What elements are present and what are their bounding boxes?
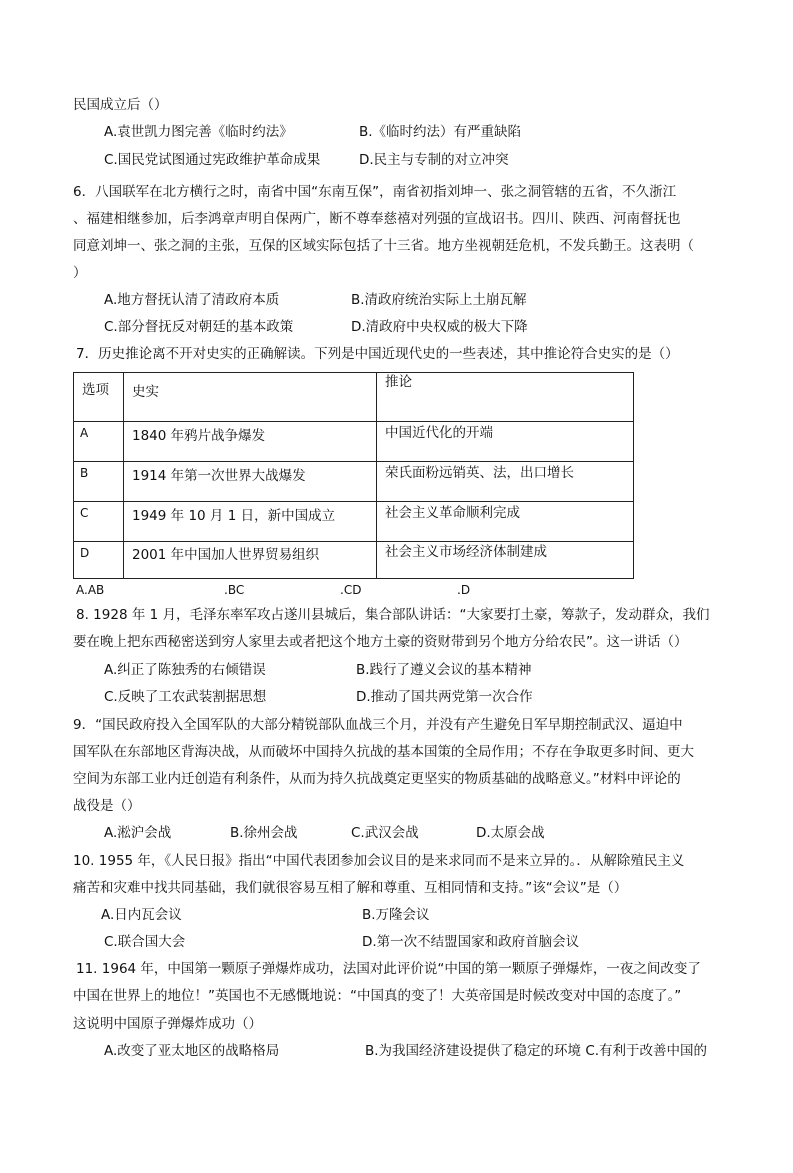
q8-option-c: C.反映了工农武装割据思想 bbox=[104, 689, 267, 705]
q7-option-b: .BC bbox=[224, 583, 245, 597]
table-header-cell bbox=[377, 373, 634, 422]
row-inference: 社会主义革命顺利完成 bbox=[385, 505, 520, 521]
option-d: D.民主与专制的对立冲突 bbox=[359, 152, 509, 168]
table-row bbox=[74, 462, 634, 502]
row-fact: 1949 年 10 月 1 日，新中国成立 bbox=[132, 508, 336, 524]
table-header-cell bbox=[124, 373, 377, 422]
q6-option-c: C.部分督抚反对朝廷的基本政策 bbox=[104, 319, 294, 335]
q8-stem-line-1: 8. 1928 年 1 月，毛泽东率军攻占遂川县城后，集合部队讲话：“大家要打土豪，筹款子，发动群众，我们 bbox=[76, 607, 710, 623]
q10-option-c: C.联合国大会 bbox=[104, 934, 186, 950]
q7-option-c: .CD bbox=[340, 583, 362, 597]
q9-option-b: B.徐州会战 bbox=[230, 825, 298, 841]
header-fact: 史实 bbox=[132, 384, 159, 400]
option-a: A.袁世凯力图完善《临时约法》 bbox=[104, 124, 293, 140]
table-cell bbox=[377, 502, 634, 542]
q10-option-a: A.日内瓦会议 bbox=[101, 907, 182, 923]
q11-stem-line-2: 中国在世界上的地位！”英国也不无感慨地说：“中国真的变了！大英帝国是时候改变对中国的态度了。” bbox=[73, 988, 682, 1004]
table-cell bbox=[74, 502, 124, 542]
q10-stem-line-1: 10. 1955 年，《人民日报》指出“中国代表团参加会议目的是来求同而不是来立异的。．从解除殖民主义 bbox=[73, 853, 685, 869]
row-fact: 1840 年鸦片战争爆发 bbox=[132, 428, 266, 444]
table-cell bbox=[377, 462, 634, 502]
table-cell bbox=[124, 462, 377, 502]
table-header-row bbox=[74, 373, 634, 422]
table-cell bbox=[377, 422, 634, 462]
q8-stem-line-2: 要在晚上把东西秘密送到穷人家里去或者把这个地方土豪的资财带到另个地方分给农民”。这一讲话（） bbox=[73, 634, 688, 650]
option-b: B.《临时约法）有严重缺陷 bbox=[359, 124, 522, 140]
q6-option-d: D.清政府中央权威的极大下降 bbox=[351, 319, 528, 335]
row-fact: 2001 年中国加人世界贸易组织 bbox=[132, 547, 320, 563]
q10-stem-line-2: 痛苦和灾难中找共同基础，我们就很容易互相了解和尊重、互相同情和支持。”该“会议”是（） bbox=[73, 880, 628, 896]
q11-stem-line-3: 这说明中国原子弹爆炸成功（） bbox=[73, 1016, 262, 1032]
row-fact: 1914 年第一次世界大战爆发 bbox=[132, 468, 306, 484]
q7-stem: 7．历史推论离不开对史实的正确解读。下列是中国近现代史的一些表述，其中推论符合史实的是（） bbox=[76, 346, 679, 362]
table-cell bbox=[124, 422, 377, 462]
q7-table bbox=[73, 372, 634, 579]
q10-option-d: D.第一次不结盟国家和政府首脑会议 bbox=[362, 934, 580, 950]
q6-stem-line-1: 6．八国联军在北方横行之时，南省中国“东南互保”，南省初指刘坤一、张之洞管辖的五省，不久浙江 bbox=[73, 184, 677, 200]
table-cell bbox=[74, 462, 124, 502]
q9-option-d: D.太原会战 bbox=[476, 825, 545, 841]
q11-option-b: B.为我国经济建设提供了稳定的环境 C.有利于改善中国的 bbox=[365, 1043, 708, 1059]
q11-stem-line-1: 11. 1964 年，中国第一颗原子弹爆炸成功，法国对此评价说“中国的第一颗原子弹爆炸，一夜之间改变了 bbox=[76, 961, 701, 977]
q6-option-b: B.清政府统治实际上土崩瓦解 bbox=[351, 292, 527, 308]
q9-stem-line-2: 国军队在东部地区背海决战，从而破坏中国持久抗战的基本国策的全局作用；不存在争取更多时间、更大 bbox=[73, 744, 694, 760]
q8-option-a: A.纠正了陈独秀的右倾错误 bbox=[104, 662, 266, 678]
header-option: 选项 bbox=[82, 382, 109, 398]
table-cell bbox=[377, 542, 634, 579]
q7-option-d: .D bbox=[457, 583, 471, 597]
row-option: A bbox=[80, 426, 89, 440]
row-option: D bbox=[80, 546, 90, 560]
question-stem-line: 民国成立后（） bbox=[73, 97, 168, 113]
q6-stem-line-2: 、福建相继参加，后李鸿章声明自保两广，断不尊奉慈禧对列强的宣战诏书。四川、陕西、河南督抚也 bbox=[73, 211, 681, 227]
table-cell bbox=[124, 542, 377, 579]
q8-option-d: D.推动了国共两党第一次合作 bbox=[356, 689, 533, 705]
q8-option-b: B.践行了遵义会议的基本精神 bbox=[356, 662, 532, 678]
table-row bbox=[74, 502, 634, 542]
q9-stem-line-1: 9．“国民政府投入全国军队的大部分精锐部队血战三个月，并没有产生避免日军早期控制武汉、逼迫中 bbox=[73, 717, 683, 733]
row-inference: 荣氏面粉远销英、法，出口增长 bbox=[385, 465, 574, 481]
table-cell bbox=[74, 542, 124, 579]
row-inference: 中国近代化的开端 bbox=[385, 425, 493, 441]
q9-option-c: C.武汉会战 bbox=[351, 825, 419, 841]
q6-stem-line-4: ） bbox=[73, 265, 87, 281]
option-c: C.国民党试图通过宪政维护革命成果 bbox=[104, 152, 321, 168]
table-row bbox=[74, 422, 634, 462]
q6-stem-line-3: 同意刘坤一、张之洞的主张，互保的区域实际包括了十三省。地方坐视朝廷危机，不发兵勤王。这表明（ bbox=[73, 238, 694, 254]
q11-option-a: A.改变了亚太地区的战略格局 bbox=[104, 1043, 280, 1059]
q10-option-b: B.万隆会议 bbox=[362, 907, 430, 923]
table-row bbox=[74, 542, 634, 579]
header-inference: 推论 bbox=[385, 374, 412, 390]
q9-stem-line-3: 空间为东部工业内迁创造有利条件，从而为持久抗战奠定更坚实的物质基础的战略意义。”材料中评论的 bbox=[73, 771, 681, 787]
row-option: C bbox=[80, 506, 89, 520]
table-cell bbox=[74, 422, 124, 462]
table-header-cell bbox=[74, 373, 124, 422]
row-option: B bbox=[80, 466, 89, 480]
q9-stem-line-4: 战役是（） bbox=[73, 798, 141, 814]
row-inference: 社会主义市场经济体制建成 bbox=[385, 544, 547, 560]
q7-option-a: A.AB bbox=[76, 583, 105, 597]
table-cell bbox=[124, 502, 377, 542]
q6-option-a: A.地方督抚认清了清政府本质 bbox=[104, 292, 280, 308]
q9-option-a: A.淞沪会战 bbox=[104, 825, 172, 841]
